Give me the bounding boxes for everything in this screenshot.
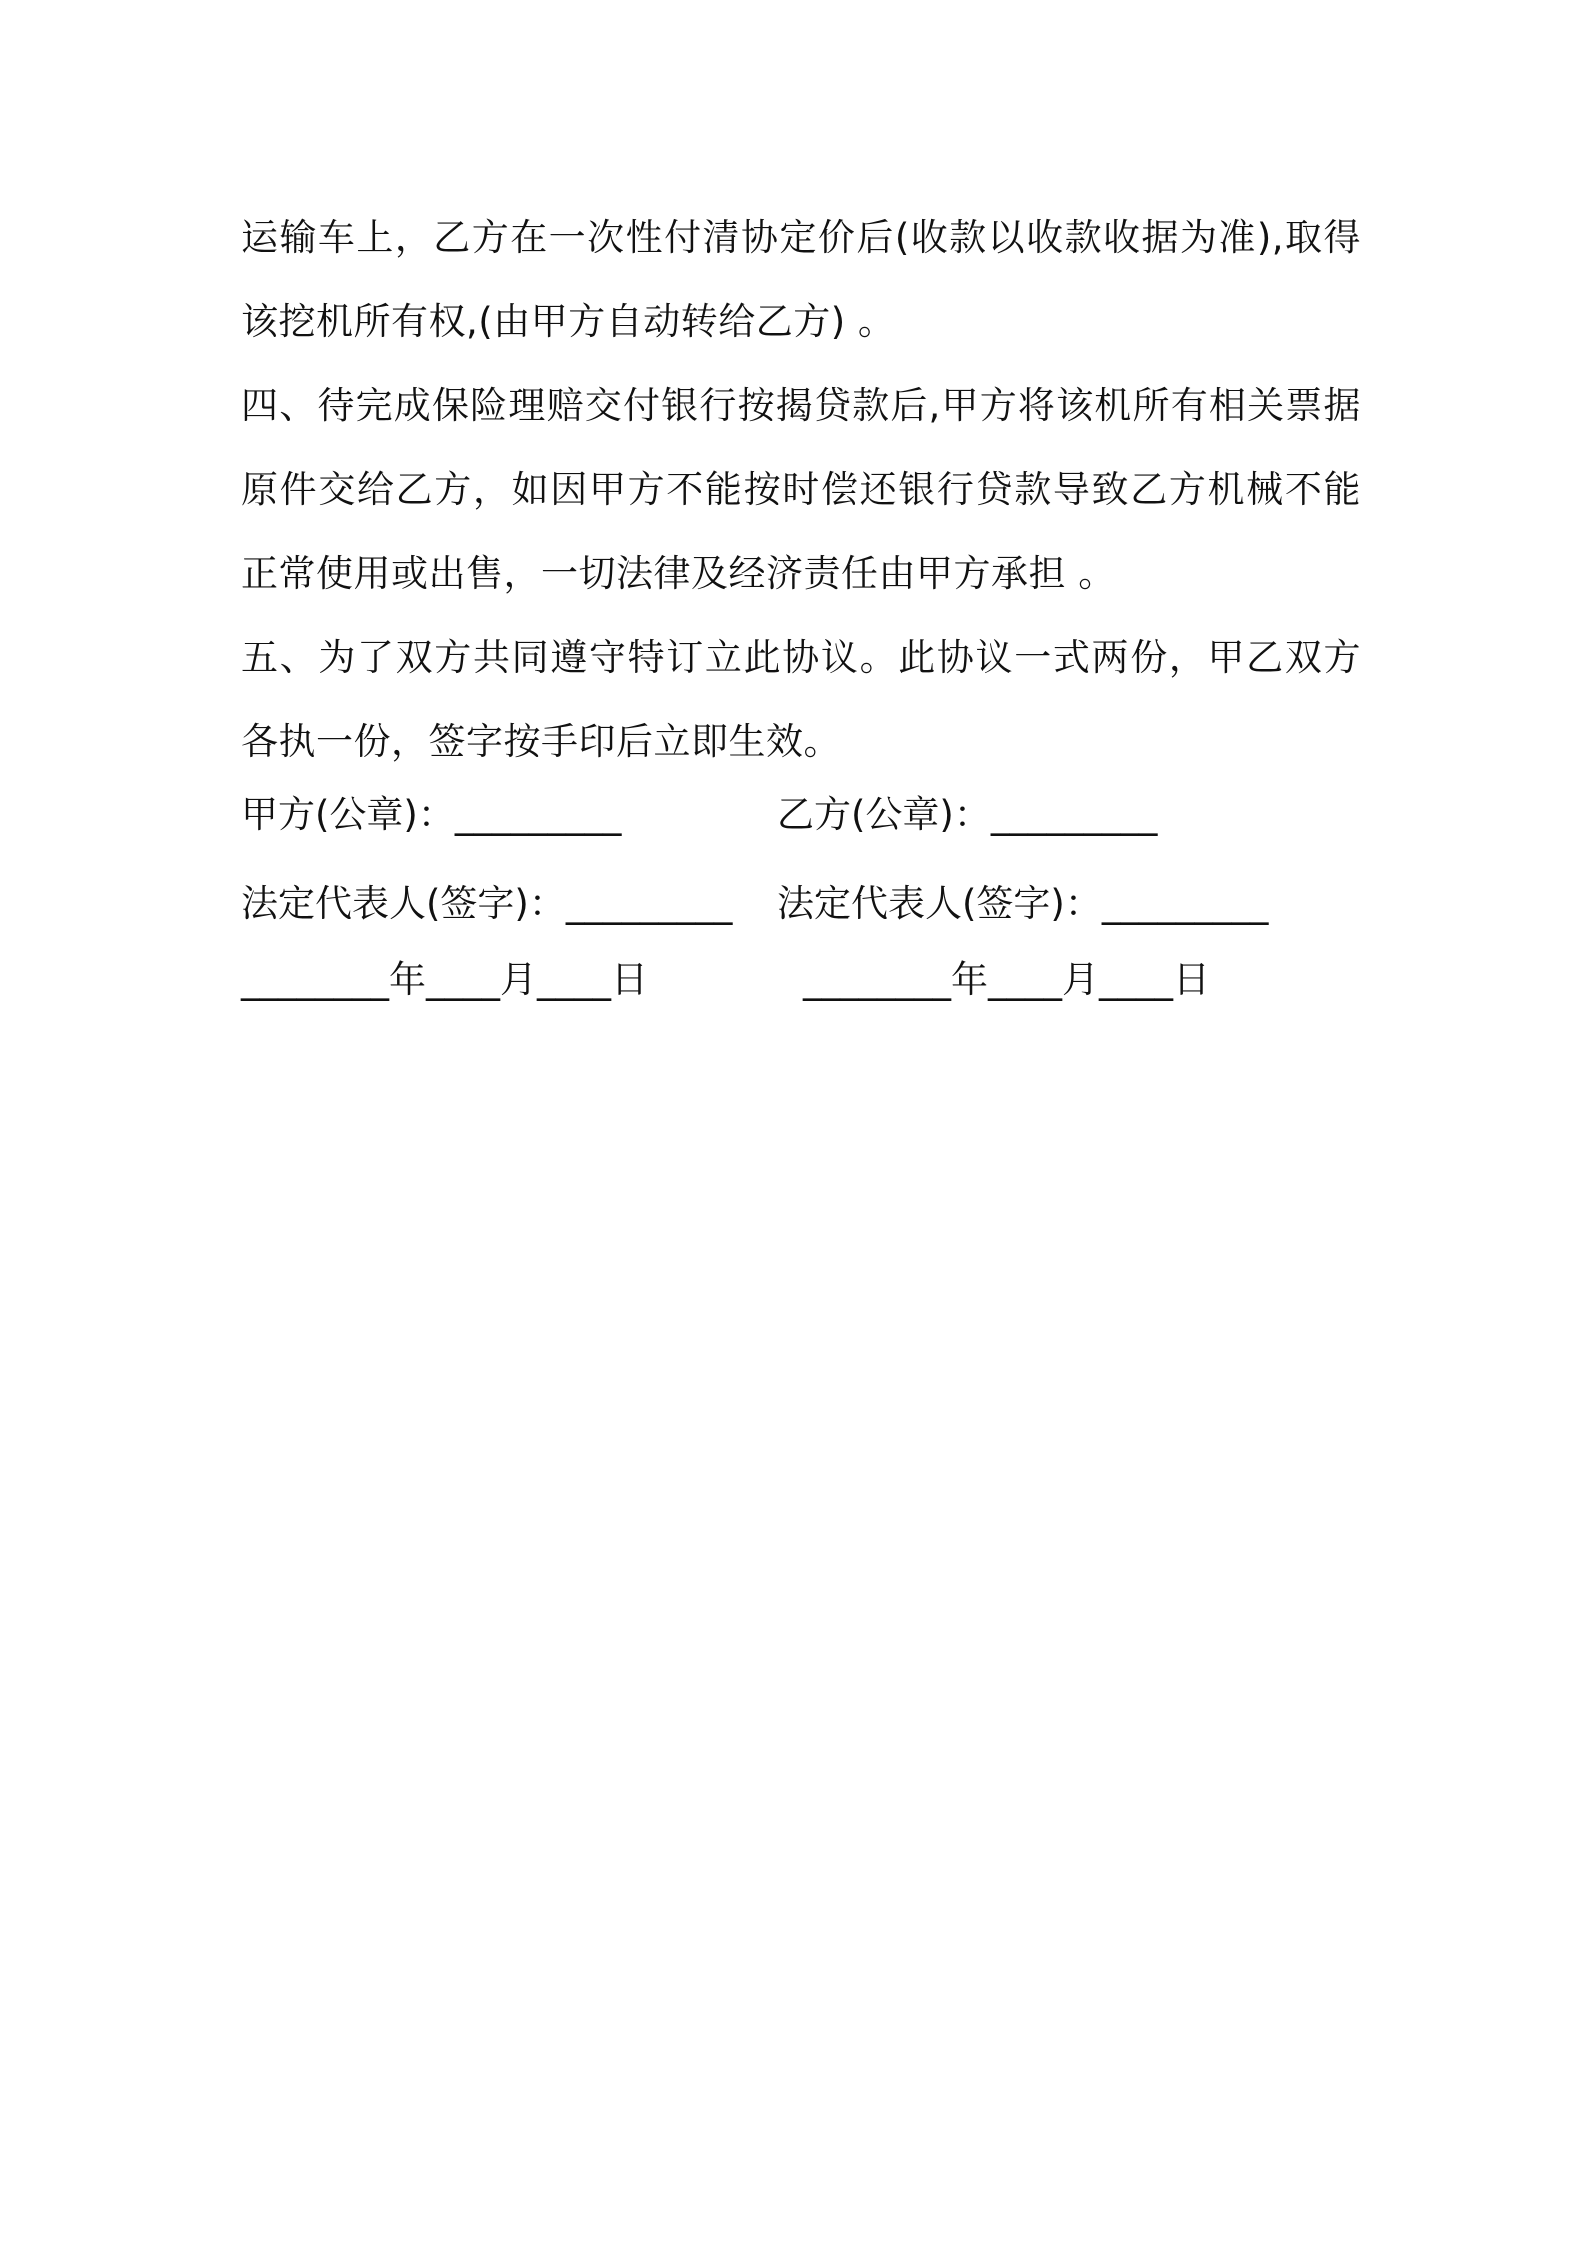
party-b-date-line: ________年____月____日: [803, 958, 1210, 1001]
party-a-seal-line: 甲方(公章)：_________: [241, 793, 622, 836]
paragraph-clause-five: 五、为了双方共同遵守特订立此协议。此协议一式两份，甲乙双方各执一份，签字按手印后立即生效。: [241, 636, 1361, 763]
paragraph-ownership-transfer: 运输车上，乙方在一次性付清协定价后(收款以收款收据为准),取得该挖机所有权,(由甲方自动转给乙方) 。: [241, 216, 1361, 343]
party-a-date-line: ________年____月____日: [241, 958, 648, 1001]
party-b-seal-line: 乙方(公章)：_________: [777, 793, 1158, 836]
party-a-representative-line: 法定代表人(签字)：_________: [241, 882, 733, 925]
agreement-body: [241, 196, 1361, 784]
paragraph-clause-four: 四、待完成保险理赔交付银行按揭贷款后,甲方将该机所有相关票据原件交给乙方，如因甲方不能按时偿还银行贷款导致乙方机械不能正常使用或出售，一切法律及经济责任由甲方承担 。: [241, 384, 1361, 595]
party-b-representative-line: 法定代表人(签字)：_________: [777, 882, 1269, 925]
